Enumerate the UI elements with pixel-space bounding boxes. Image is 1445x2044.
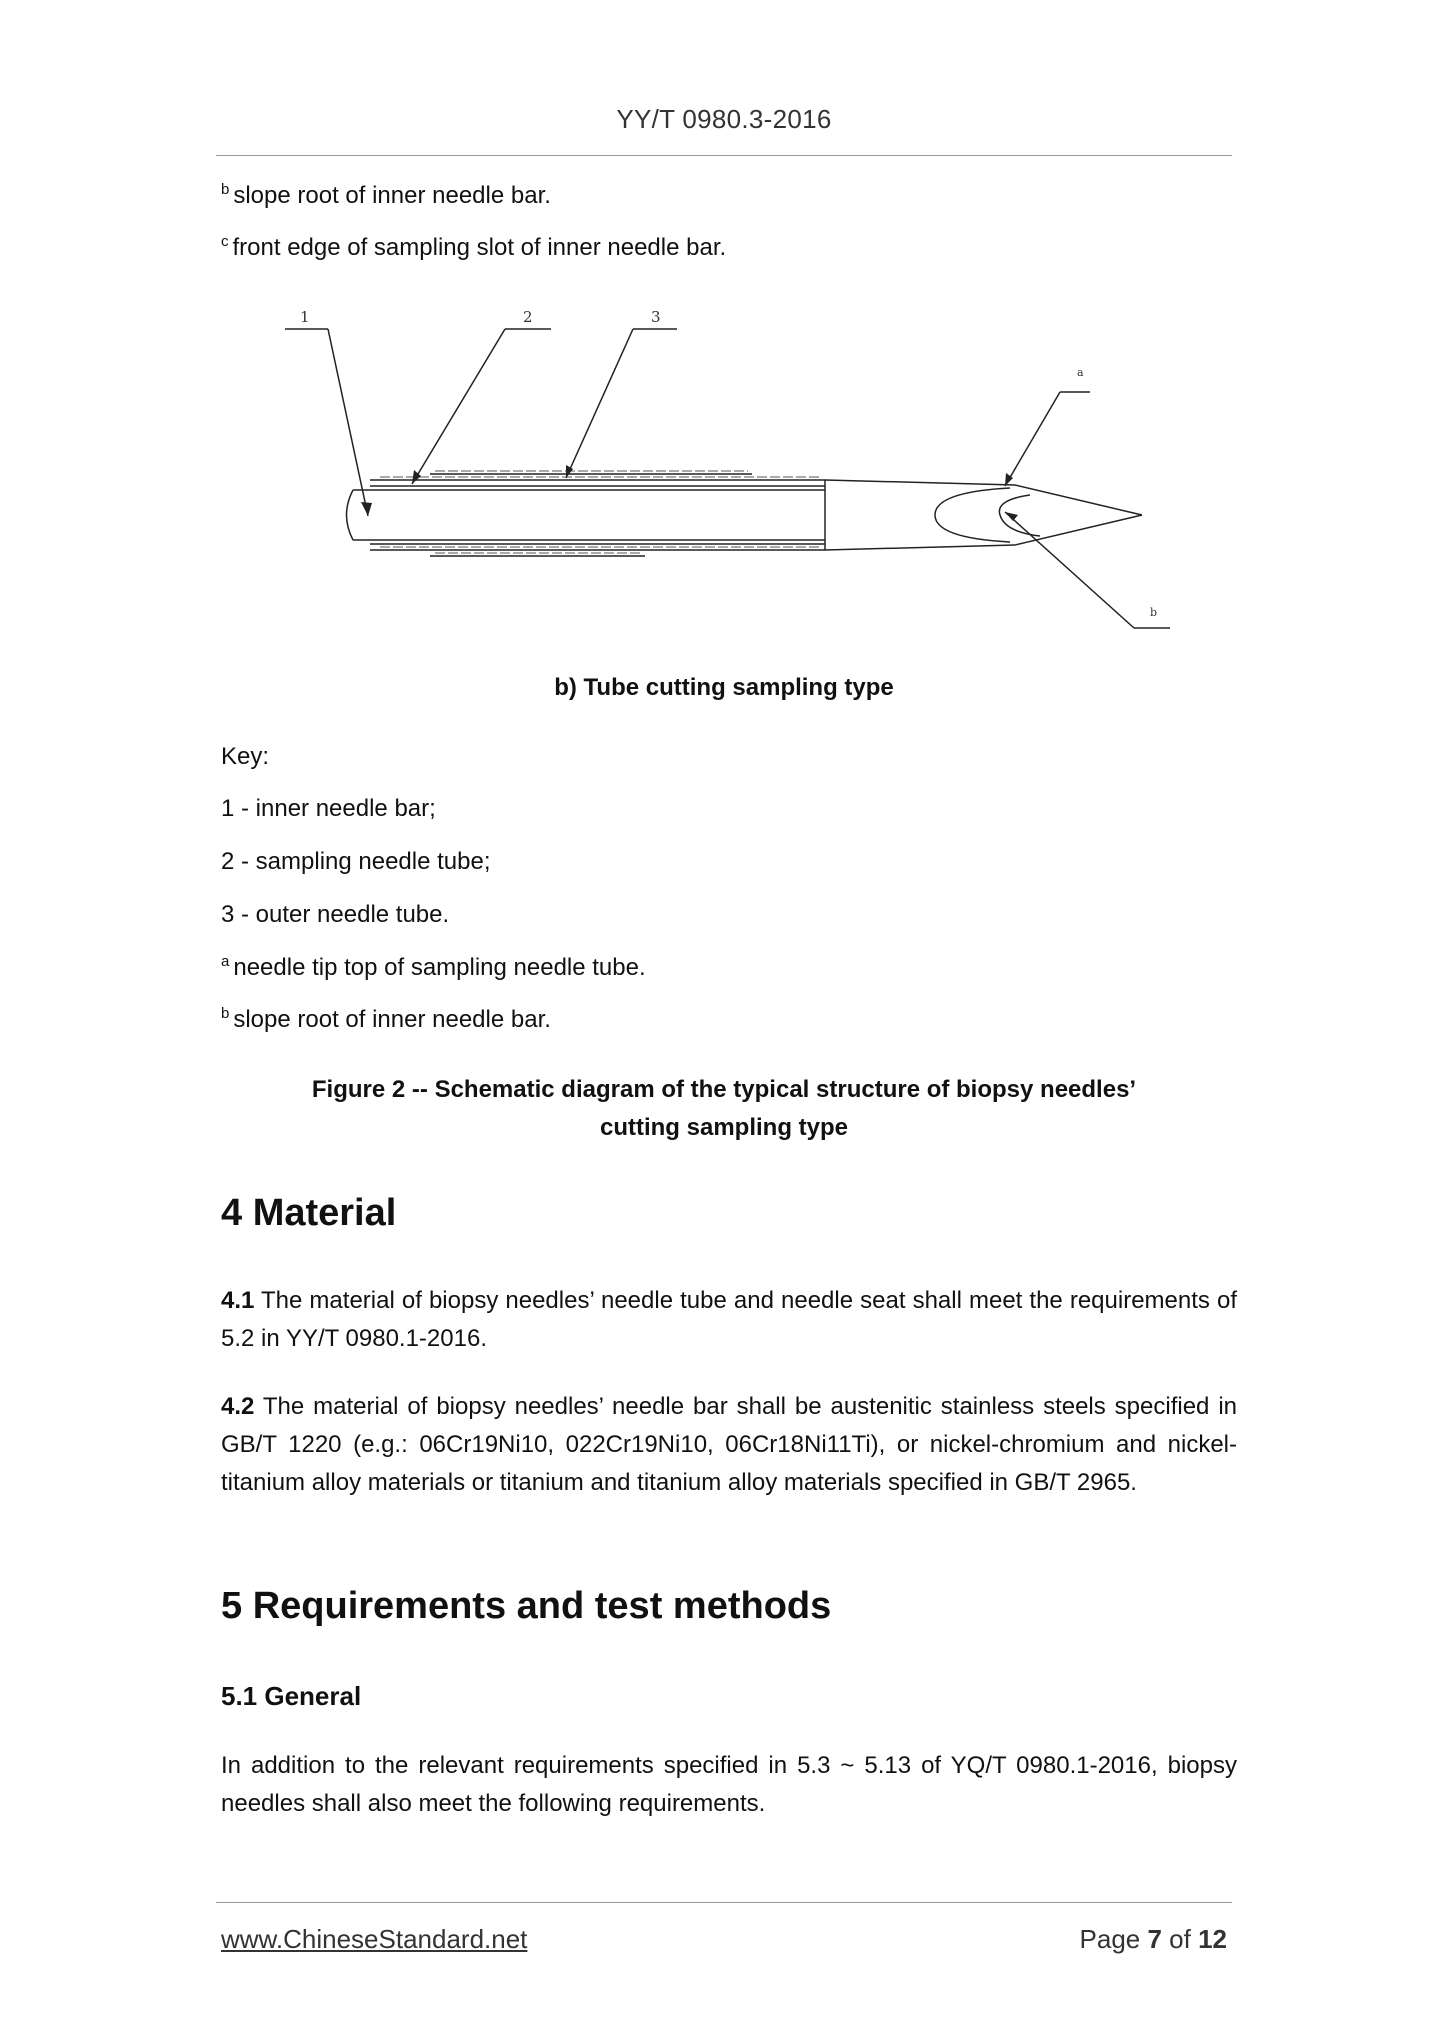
figure-caption-line-1: Figure 2 -- Schematic diagram of the typical structure of biopsy needles’ [311,1076,1137,1103]
section-5-1-paragraph: In addition to the relevant requirements specified in 5.3 ~ 5.13 of YQ/T 0980.1-2016, biopsy needles shall also meet the following requirements. [221,1752,1237,1817]
key-title: Key: [221,743,270,770]
key-note-b: $^b$ slope root of inner needle bar. [221,1005,551,1033]
top-note-c: $^c$ front edge of sampling slot of inner needle bar. [221,233,727,261]
callout-b: b [1150,606,1158,619]
key-item-2: 2 - sampling needle tube; [221,848,491,875]
section-4-heading: 4 Material [221,1192,397,1234]
page-number: Page 7 of 12 [1079,1924,1227,1954]
clause-4-2: 4.2 The material of biopsy needles’ needle bar shall be austenitic stainless steels specified in GB/T 1220 (e.g.: 06Cr19Ni10, 022Cr19Ni10, 06Cr18Ni11Ti), or nickel-chromium and nickel-titanium alloy materials or titanium and titanium alloy materials specified in GB/T 2965. [221,1393,1237,1496]
footer-divider [216,1902,1232,1903]
callout-2: 2 [523,308,533,326]
section-5-heading: 5 Requirements and test methods [221,1585,832,1627]
key-item-3: 3 - outer needle tube. [221,901,450,928]
callout-3: 3 [651,308,661,326]
biopsy-needle-diagram [270,300,1190,640]
document-code-header: YY/T 0980.3-2016 [616,104,832,134]
key-item-1: 1 - inner needle bar; [221,795,436,822]
figure-subcaption: b) Tube cutting sampling type [554,674,894,701]
header-divider [216,155,1232,156]
top-note-b: $^b$ slope root of inner needle bar. [221,181,551,209]
figure-caption-line-2: cutting sampling type [599,1114,848,1141]
key-note-a: $^a$ needle tip top of sampling needle tube. [221,953,646,981]
callout-a: a [1077,366,1084,379]
footer-website-link[interactable]: www.ChineseStandard.net [221,1924,528,1954]
clause-4-1: 4.1 The material of biopsy needles’ needle tube and needle seat shall meet the requirements of 5.2 in YY/T 0980.1-2016. [221,1287,1237,1352]
subsection-5-1-heading: 5.1 General [221,1681,362,1711]
callout-1: 1 [300,308,310,326]
